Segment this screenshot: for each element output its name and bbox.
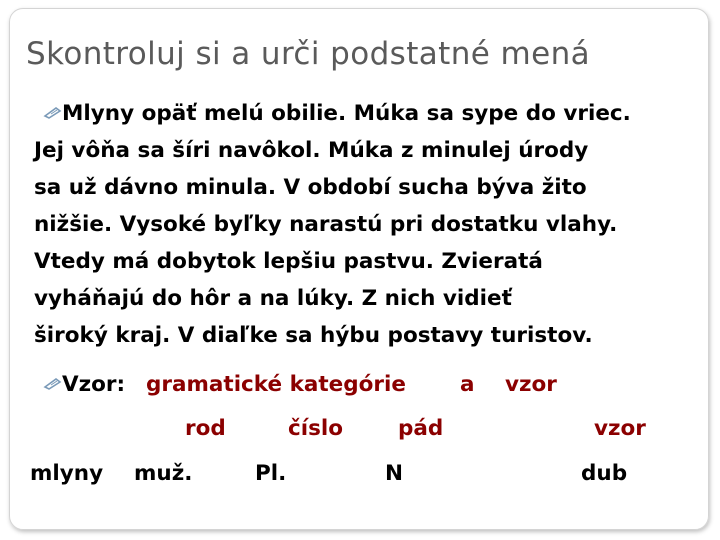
header-vzor: vzor <box>594 416 646 441</box>
vzor-label: Vzor: <box>62 372 126 397</box>
paragraph-line-3: sa už dávno minula. V období sucha býva žito <box>34 175 587 200</box>
row-cislo: Pl. <box>255 461 287 486</box>
paragraph-line-1: Mlyny opäť melú obilie. Múka sa sype do vriec. <box>62 101 631 126</box>
slide-title: Skontroluj si a urči podstatné mená <box>26 36 591 72</box>
row-pad: N <box>385 461 403 486</box>
and-text: a <box>460 372 475 397</box>
bullet-icon <box>43 105 63 119</box>
bullet-icon <box>43 376 63 390</box>
header-pad: pád <box>398 416 444 441</box>
header-cislo: číslo <box>288 416 344 441</box>
grammatical-categories-text: gramatické kategórie <box>146 372 406 397</box>
paragraph-line-4: nižšie. Vysoké byľky narastú pri dostatku vlahy. <box>34 212 618 237</box>
header-rod: rod <box>185 416 226 441</box>
paragraph-line-5: Vtedy má dobytok lepšiu pastvu. Zvieratá <box>34 249 543 274</box>
vzor-text: vzor <box>505 372 557 397</box>
paragraph-line-7: široký kraj. V diaľke sa hýbu postavy turistov. <box>34 323 593 348</box>
row-vzor: dub <box>581 461 628 486</box>
paragraph-line-2: Jej vôňa sa šíri navôkol. Múka z minulej úrody <box>34 138 589 163</box>
row-rod: muž. <box>134 461 193 486</box>
row-word: mlyny <box>30 461 104 486</box>
paragraph-line-6: vyháňajú do hôr a na lúky. Z nich vidieť <box>34 286 512 311</box>
